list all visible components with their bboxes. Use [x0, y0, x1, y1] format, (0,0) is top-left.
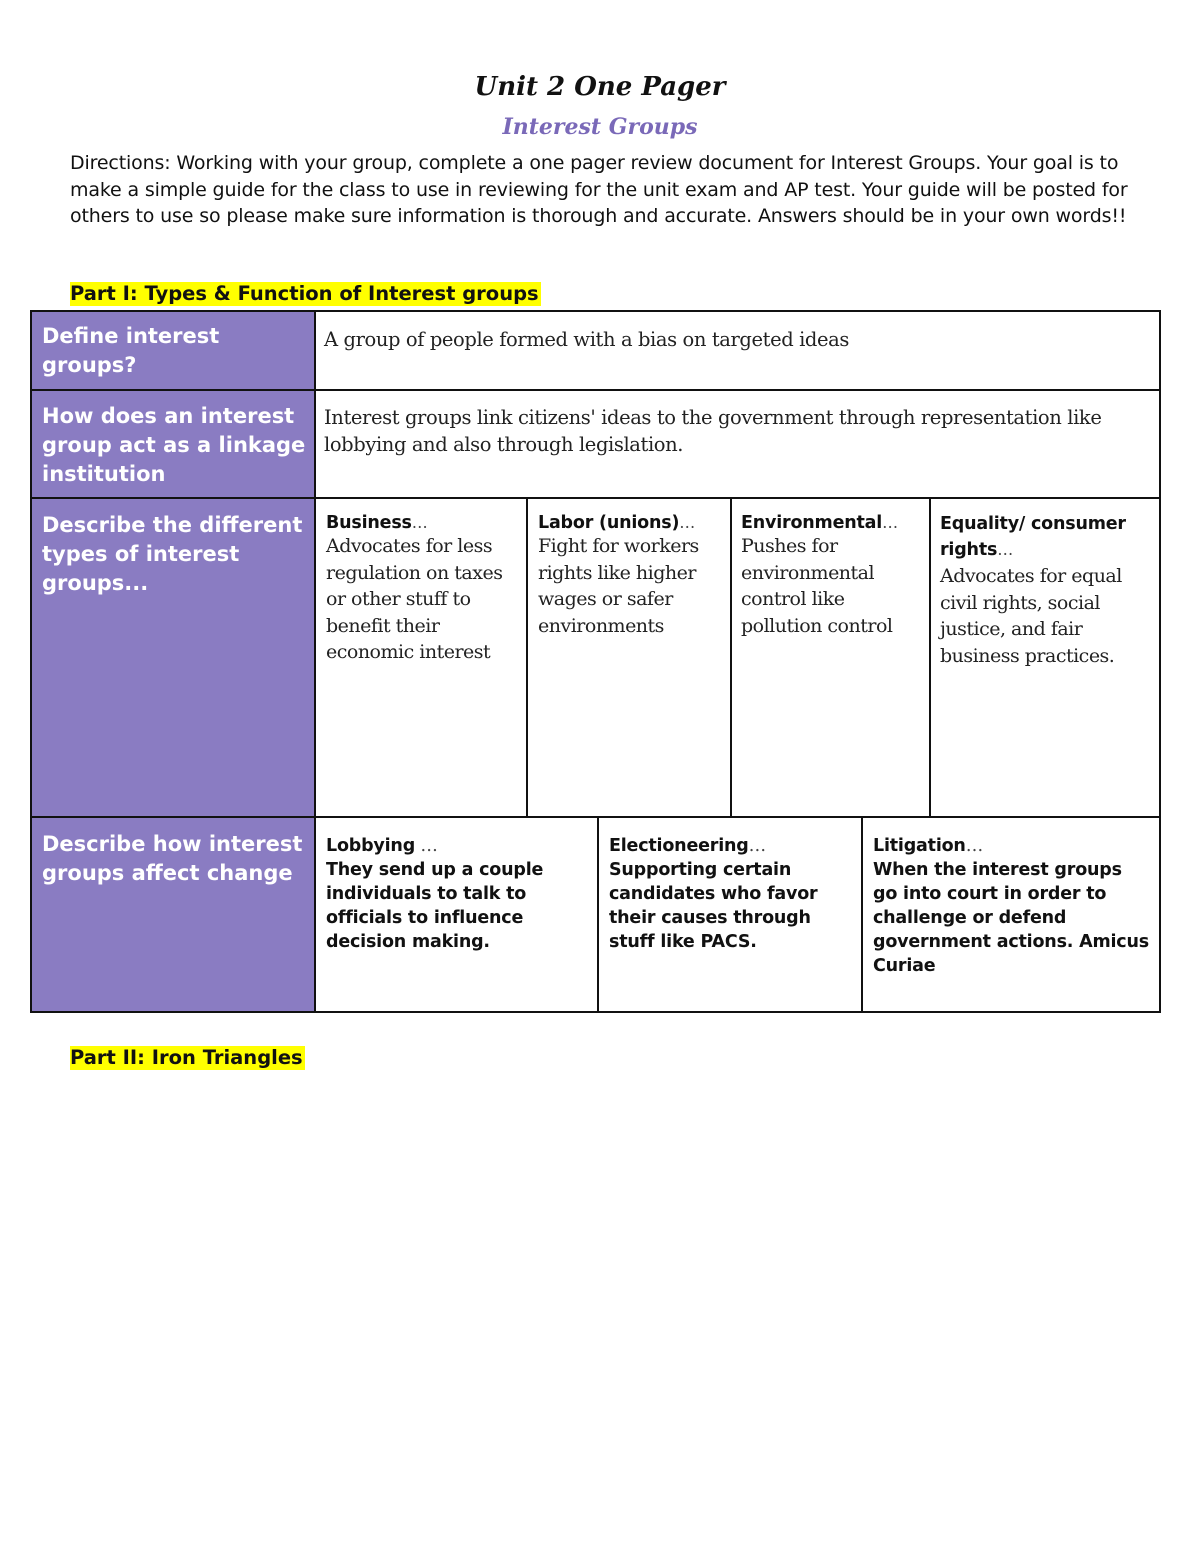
linkage-label: How does an interest group act as a linkage institution [32, 391, 316, 499]
type-equality-ellipsis: … [997, 540, 1014, 559]
type-labor-ellipsis: … [679, 513, 696, 532]
directions-paragraph: Directions: Working with your group, complete a one pager review document for Interest Groups. Your goal is to make a simple guide for the class to use in reviewing for the unit exam and AP test. Your guide will be posted for others to use so please make sure information is thorough and accurate. Answers should be in your own words!! [70, 152, 1128, 227]
linkage-answer: Interest groups link citizens' ideas to the government through representation like lobbying and also through legislation. [316, 391, 1159, 499]
type-environmental-cell [732, 499, 931, 818]
page-subtitle: Interest Groups [502, 114, 698, 140]
interest-groups-table [30, 310, 1161, 1013]
change-electioneering-desc: Supporting certain candidates who favor their causes through stuff like PACS. [609, 860, 818, 952]
type-labor-desc: Fight for workers rights like higher wages or safer environments [538, 535, 699, 637]
part1-heading-text: Part I: Types & Function of Interest groups [70, 282, 539, 305]
types-label: Describe the different types of interest groups... [32, 499, 316, 818]
type-environmental-title: Environmental [741, 513, 883, 533]
change-litigation-title: Litigation [873, 836, 966, 856]
change-litigation-desc: When the interest groups go into court in order to challenge or defend government actions. Amicus Curiae [873, 860, 1149, 976]
change-lobbying-title: Lobbying [326, 836, 416, 856]
type-business-cell [316, 499, 528, 818]
define-answer: A group of people formed with a bias on targeted ideas [316, 312, 1159, 391]
type-business-ellipsis: … [411, 513, 428, 532]
type-business-title: Business [326, 513, 412, 533]
change-litigation-cell [863, 818, 1159, 1011]
change-lobbying-ellipsis: … [415, 836, 438, 856]
part2-heading-text: Part II: Iron Triangles [70, 1046, 303, 1069]
change-lobbying-desc: They send up a couple individuals to talk to officials to influence decision making. [326, 860, 544, 952]
type-equality-title: Equality/ consumer rights [940, 514, 1126, 560]
page-title: Unit 2 One Pager [474, 72, 726, 102]
change-litigation-ellipsis: … [965, 836, 984, 856]
type-equality-cell [931, 499, 1159, 818]
part1-heading [70, 282, 541, 306]
define-label: Define interest groups? [32, 312, 316, 391]
change-electioneering-ellipsis: … [748, 836, 766, 856]
type-labor-cell [528, 499, 732, 818]
type-labor-title: Labor (unions) [538, 513, 680, 533]
change-label: Describe how interest groups affect change [32, 818, 316, 1011]
type-business-desc: Advocates for less regulation on taxes or other stuff to benefit their economic interest [326, 535, 503, 663]
part2-heading [70, 1046, 305, 1070]
type-environmental-desc: Pushes for environmental control like pollution control [741, 535, 893, 637]
change-electioneering-title: Electioneering [609, 836, 749, 856]
change-lobbying-cell [316, 818, 599, 1011]
type-equality-desc: Advocates for equal civil rights, social justice, and fair business practices. [940, 565, 1122, 667]
change-electioneering-cell [599, 818, 863, 1011]
type-environmental-ellipsis: … [882, 513, 899, 532]
